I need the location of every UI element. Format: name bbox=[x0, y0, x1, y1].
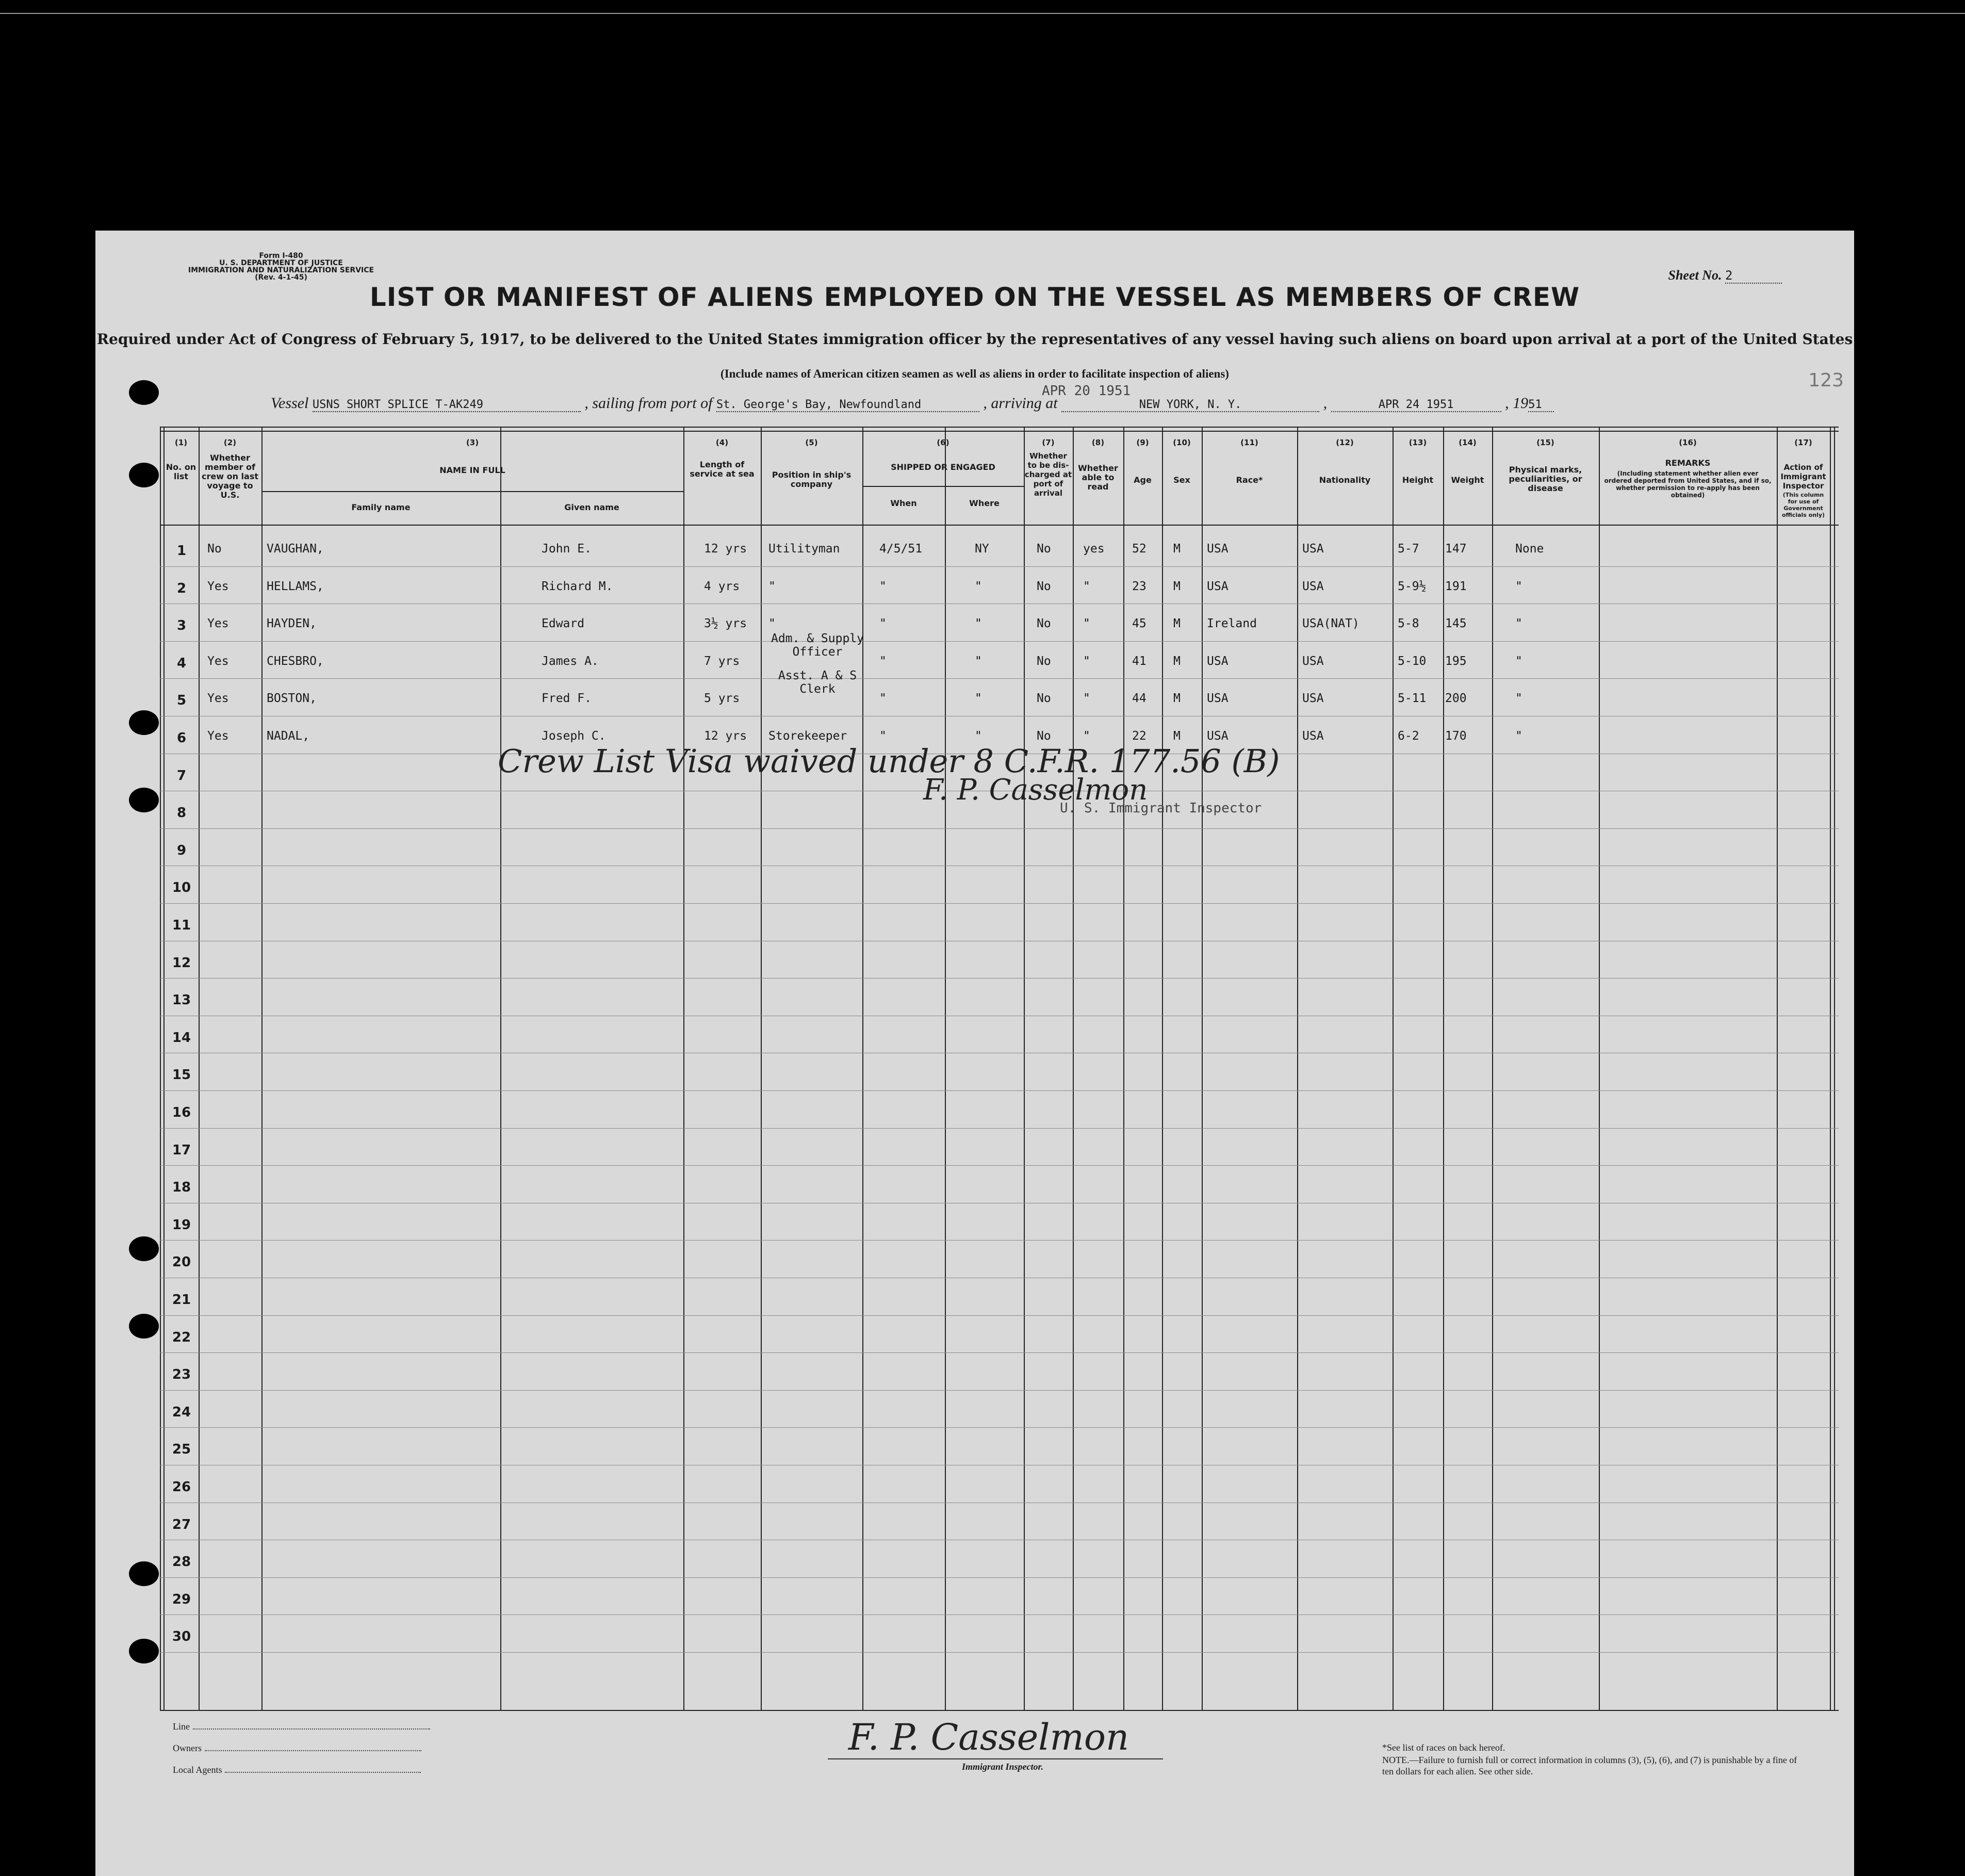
row-number: 1 bbox=[176, 543, 187, 559]
row-number: 29 bbox=[172, 1592, 191, 1607]
col7-number: (7) bbox=[1042, 438, 1055, 447]
agents-label: Local Agents bbox=[173, 1765, 222, 1775]
binder-hole bbox=[129, 380, 159, 405]
shipped-where-cell: " bbox=[975, 692, 982, 705]
row-number: 20 bbox=[172, 1254, 191, 1270]
row-number: 24 bbox=[172, 1405, 191, 1420]
given-name-cell: Richard M. bbox=[542, 580, 613, 593]
able-to-read-cell: " bbox=[1083, 692, 1090, 705]
service-length-cell: 5 yrs bbox=[704, 692, 740, 705]
age-cell: 44 bbox=[1132, 692, 1147, 705]
physical-marks-cell: " bbox=[1515, 692, 1522, 705]
col16-number: (16) bbox=[1679, 438, 1697, 447]
age-cell: 45 bbox=[1132, 617, 1147, 630]
shipped-where-cell: " bbox=[975, 617, 982, 630]
row-number: 16 bbox=[172, 1105, 191, 1120]
previous-voyage-cell: No bbox=[207, 542, 222, 556]
position-cell: " bbox=[768, 617, 776, 630]
binder-hole bbox=[129, 788, 159, 812]
sailing-label: , sailing from port of bbox=[584, 395, 713, 412]
weight-cell: 145 bbox=[1445, 617, 1467, 630]
col-header-physical-marks: Physical marks, peculiarities, or disease bbox=[1509, 465, 1582, 493]
col-header-family-name: Family name bbox=[351, 502, 411, 512]
binder-hole bbox=[129, 1314, 159, 1339]
height-cell: 5-10 bbox=[1398, 655, 1427, 668]
table-bottom-border bbox=[160, 1710, 1839, 1711]
physical-marks-cell: None bbox=[1515, 542, 1544, 556]
vessel-name: USNS SHORT SPLICE T-AK249 bbox=[313, 398, 581, 412]
page-number-stamp: 123 bbox=[1808, 370, 1844, 391]
col11-number: (11) bbox=[1240, 438, 1258, 447]
age-cell: 22 bbox=[1132, 729, 1147, 743]
col17-number: (17) bbox=[1794, 438, 1812, 447]
race-cell: USA bbox=[1207, 580, 1229, 593]
age-cell: 23 bbox=[1132, 580, 1147, 593]
family-name-cell: VAUGHAN, bbox=[267, 542, 324, 556]
sheet-number bbox=[1668, 268, 1782, 284]
col10-number: (10) bbox=[1173, 438, 1191, 447]
family-name-cell: HELLAMS, bbox=[267, 580, 324, 593]
shipped-when-cell: " bbox=[879, 692, 887, 705]
col-header-inspector-note: (This column for use of Government officials only) bbox=[1781, 492, 1825, 518]
col-header-nationality: Nationality bbox=[1319, 475, 1371, 485]
header-bottom-border bbox=[160, 525, 1839, 526]
shipped-when-cell: " bbox=[879, 617, 887, 630]
department: U. S. DEPARTMENT OF JUSTICE bbox=[219, 259, 343, 267]
signature-line bbox=[828, 1758, 1163, 1759]
col4-number: (4) bbox=[715, 438, 729, 447]
row-number: 11 bbox=[172, 918, 191, 933]
discharge-cell: No bbox=[1037, 580, 1051, 593]
shipped-when-cell: " bbox=[879, 655, 887, 668]
arrival-port: NEW YORK, N. Y. bbox=[1061, 398, 1319, 412]
previous-voyage-cell: Yes bbox=[207, 580, 229, 593]
discharge-cell: No bbox=[1037, 729, 1051, 743]
shipped-where-cell: " bbox=[975, 729, 982, 743]
line-label: Line bbox=[173, 1721, 190, 1732]
service-length-cell: 3½ yrs bbox=[704, 617, 747, 630]
signature-caption: Immigrant Inspector. bbox=[962, 1761, 1044, 1772]
col-header-where: Where bbox=[969, 498, 1000, 508]
col-header-discharged: Whether to be dis-charged at port of arrival bbox=[1024, 451, 1072, 498]
sex-cell: M bbox=[1173, 692, 1181, 705]
page-title: LIST OR MANIFEST OF ALIENS EMPLOYED ON THE VESSEL AS MEMBERS OF CREW bbox=[369, 282, 1580, 312]
sheet-value: 2 bbox=[1725, 268, 1782, 284]
col-header-given-name: Given name bbox=[564, 502, 619, 512]
height-cell: 5-11 bbox=[1398, 692, 1427, 705]
visa-waiver-annotation: Crew List Visa waived under 8 C.F.R. 177.56 (B) bbox=[498, 742, 1280, 780]
row-number: 25 bbox=[172, 1442, 191, 1457]
col-header-when: When bbox=[890, 498, 917, 508]
race-cell: USA bbox=[1207, 692, 1229, 705]
row-number: 7 bbox=[176, 768, 187, 784]
physical-marks-cell: " bbox=[1515, 580, 1522, 593]
position-cell: Adm. & Supply Officer bbox=[771, 632, 864, 659]
position-cell: Utilityman bbox=[768, 542, 840, 556]
nationality-cell: USA(NAT) bbox=[1302, 617, 1360, 630]
discharge-cell: No bbox=[1037, 617, 1051, 630]
row-number: 10 bbox=[172, 880, 191, 895]
position-cell: " bbox=[768, 580, 776, 593]
row-number: 12 bbox=[172, 955, 191, 971]
nationality-cell: USA bbox=[1302, 655, 1324, 668]
row-number: 28 bbox=[172, 1554, 191, 1570]
row-number: 26 bbox=[172, 1479, 191, 1495]
col-header-sex: Sex bbox=[1173, 475, 1190, 485]
manifest-sheet bbox=[95, 231, 1854, 1876]
row-number: 4 bbox=[176, 656, 187, 671]
binder-hole bbox=[129, 463, 159, 487]
position-cell: Storekeeper bbox=[768, 729, 847, 743]
include-note: (Include names of American citizen seamen as well as aliens in order to facilitate inspection of aliens) bbox=[720, 367, 1229, 380]
col8-number: (8) bbox=[1091, 438, 1105, 447]
col5-number: (5) bbox=[805, 438, 818, 447]
row-number: 6 bbox=[176, 730, 187, 746]
nationality-cell: USA bbox=[1302, 729, 1324, 743]
shipped-when-cell: 4/5/51 bbox=[879, 542, 923, 556]
row-number: 5 bbox=[176, 693, 187, 708]
previous-voyage-cell: Yes bbox=[207, 617, 229, 630]
col-header-remarks-note: (Including statement whether alien ever ordered deported from United States, and if so, whether permission to re-apply has been obtained) bbox=[1604, 470, 1772, 499]
binder-hole bbox=[129, 710, 159, 735]
shipped-where-cell: NY bbox=[975, 542, 989, 556]
table-top-border bbox=[160, 427, 1839, 428]
col13-number: (13) bbox=[1409, 438, 1427, 447]
col-header-name-in-full: NAME IN FULL bbox=[439, 465, 505, 475]
age-cell: 41 bbox=[1132, 655, 1147, 668]
col6-number: (6) bbox=[937, 438, 949, 447]
col-header-remarks: REMARKS bbox=[1665, 458, 1711, 468]
col-header-length-of-service: Length of service at sea bbox=[690, 460, 755, 479]
nationality-cell: USA bbox=[1302, 580, 1324, 593]
col3-number: (3) bbox=[466, 438, 479, 447]
col-header-weight: Weight bbox=[1451, 475, 1484, 485]
binder-hole bbox=[129, 1236, 159, 1261]
weight-cell: 200 bbox=[1445, 692, 1467, 705]
family-name-cell: HAYDEN, bbox=[267, 617, 317, 630]
col-header-inspector-action: Action of Immigrant Inspector bbox=[1780, 463, 1826, 491]
vessel-line: Vessel USNS SHORT SPLICE T-AK249 , sailing from port of St. George's Bay, Newfoundland , arriving at NEW YORK, N. Y. , APR 24 1951 , 1951 bbox=[271, 395, 1554, 412]
row-number: 19 bbox=[172, 1217, 191, 1233]
able-to-read-cell: " bbox=[1083, 729, 1090, 743]
shipped-when-cell: " bbox=[879, 580, 887, 593]
sex-cell: M bbox=[1173, 580, 1181, 593]
given-name-cell: James A. bbox=[542, 655, 599, 668]
form-code-block bbox=[157, 252, 405, 281]
row-number: 9 bbox=[176, 843, 187, 858]
row-number: 22 bbox=[172, 1330, 191, 1345]
row-number: 18 bbox=[172, 1180, 191, 1195]
discharge-cell: No bbox=[1037, 655, 1051, 668]
able-to-read-cell: yes bbox=[1083, 542, 1105, 556]
previous-voyage-cell: Yes bbox=[207, 692, 229, 705]
col9-number: (9) bbox=[1136, 438, 1149, 447]
col15-number: (15) bbox=[1536, 438, 1554, 447]
races-note: *See list of races on back hereof. bbox=[1382, 1742, 1505, 1753]
nationality-cell: USA bbox=[1302, 692, 1324, 705]
inspector-stamp: U. S. Immigrant Inspector bbox=[1060, 801, 1262, 816]
port-of-departure: St. George's Bay, Newfoundland bbox=[716, 398, 979, 412]
row-number: 14 bbox=[172, 1030, 191, 1046]
discharge-cell: No bbox=[1037, 692, 1051, 705]
race-cell: Ireland bbox=[1207, 617, 1257, 630]
sex-cell: M bbox=[1173, 729, 1181, 743]
weight-cell: 170 bbox=[1445, 729, 1467, 743]
col-header-position: Position in ship's company bbox=[772, 470, 852, 489]
line-field bbox=[173, 1721, 430, 1732]
able-to-read-cell: " bbox=[1083, 655, 1090, 668]
service-length-cell: 12 yrs bbox=[704, 542, 747, 556]
race-cell: USA bbox=[1207, 655, 1229, 668]
date-stamp: APR 20 1951 bbox=[1042, 383, 1131, 399]
inspector-signature: F. P. Casselmon bbox=[923, 773, 1148, 807]
binder-hole bbox=[129, 1561, 159, 1586]
sex-cell: M bbox=[1173, 655, 1181, 668]
physical-marks-cell: " bbox=[1515, 655, 1522, 668]
row-number: 21 bbox=[172, 1292, 191, 1308]
owners-label: Owners bbox=[173, 1743, 202, 1753]
shipped-where-cell: " bbox=[975, 580, 982, 593]
weight-cell: 195 bbox=[1445, 655, 1467, 668]
family-name-cell: BOSTON, bbox=[267, 692, 317, 705]
col-header-age: Age bbox=[1134, 475, 1152, 485]
physical-marks-cell: " bbox=[1515, 617, 1522, 630]
penalty-note: NOTE.—Failure to furnish full or correct information in columns (3), (5), (6), and (7) is punishable by a fine of ten dollars for each alien. See other side. bbox=[1382, 1755, 1797, 1776]
height-cell: 5-7 bbox=[1398, 542, 1419, 556]
year-prefix: 19 bbox=[1513, 395, 1529, 412]
binder-hole bbox=[129, 1639, 159, 1663]
given-name-cell: Fred F. bbox=[542, 692, 592, 705]
col1-number: (1) bbox=[174, 438, 188, 447]
race-cell: USA bbox=[1207, 729, 1229, 743]
col2-number: (2) bbox=[223, 438, 237, 447]
form-number: Form I-480 bbox=[259, 252, 303, 260]
footer-signature: F. P. Casselmon bbox=[848, 1716, 1129, 1758]
height-cell: 5-9½ bbox=[1398, 580, 1427, 593]
given-name-cell: Joseph C. bbox=[542, 729, 606, 743]
sex-cell: M bbox=[1173, 617, 1181, 630]
weight-cell: 147 bbox=[1445, 542, 1467, 556]
sex-cell: M bbox=[1173, 542, 1181, 556]
family-name-cell: NADAL, bbox=[267, 729, 310, 743]
sheet-label: Sheet No. bbox=[1668, 268, 1722, 283]
previous-voyage-cell: Yes bbox=[207, 655, 229, 668]
physical-marks-cell: " bbox=[1515, 729, 1522, 743]
weight-cell: 191 bbox=[1445, 580, 1467, 593]
vessel-label: Vessel bbox=[271, 395, 309, 412]
col-header-height: Height bbox=[1402, 475, 1434, 485]
owners-field bbox=[173, 1743, 421, 1754]
given-name-cell: John E. bbox=[542, 542, 592, 556]
row-number: 30 bbox=[172, 1629, 191, 1644]
top-border-line bbox=[0, 13, 1965, 14]
age-cell: 52 bbox=[1132, 542, 1147, 556]
col-header-shipped-or-engaged: SHIPPED OR ENGAGED bbox=[891, 462, 995, 472]
shipped-where-cell: " bbox=[975, 655, 982, 668]
row-number: 8 bbox=[176, 805, 187, 821]
row-number: 23 bbox=[172, 1367, 191, 1382]
col-header-race: Race* bbox=[1236, 475, 1263, 485]
requirement-text: Required under Act of Congress of February 5, 1917, to be delivered to the United States immigration officer by the representatives of any vessel having such aliens on board upon arrival at a port of the United States bbox=[96, 331, 1853, 348]
col-header-able-to-read: Whether able to read bbox=[1078, 463, 1118, 492]
shipped-when-cell: " bbox=[879, 729, 887, 743]
row-number: 17 bbox=[172, 1143, 191, 1158]
year-value: 51 bbox=[1528, 398, 1554, 412]
col-header-no-on-list: No. on list bbox=[166, 462, 196, 481]
row-number: 13 bbox=[172, 992, 191, 1008]
row-number: 27 bbox=[172, 1517, 191, 1532]
service-length-cell: 12 yrs bbox=[704, 729, 747, 743]
service-length-cell: 4 yrs bbox=[704, 580, 740, 593]
row-number: 3 bbox=[176, 618, 187, 633]
row-number: 15 bbox=[172, 1067, 191, 1083]
previous-voyage-cell: Yes bbox=[207, 729, 229, 743]
family-name-cell: CHESBRO, bbox=[267, 655, 324, 668]
row-number: 2 bbox=[176, 581, 187, 596]
revision: (Rev. 4-1-45) bbox=[255, 273, 307, 282]
service-length-cell: 7 yrs bbox=[704, 655, 740, 668]
race-cell: USA bbox=[1207, 542, 1229, 556]
nationality-cell: USA bbox=[1302, 542, 1324, 556]
service: IMMIGRATION AND NATURALIZATION SERVICE bbox=[188, 266, 374, 274]
given-name-cell: Edward bbox=[542, 617, 585, 630]
height-cell: 5-8 bbox=[1398, 617, 1419, 630]
able-to-read-cell: " bbox=[1083, 580, 1090, 593]
agents-field bbox=[173, 1765, 421, 1775]
discharge-cell: No bbox=[1037, 542, 1051, 556]
height-cell: 6-2 bbox=[1398, 729, 1419, 743]
able-to-read-cell: " bbox=[1083, 617, 1090, 630]
position-cell: Asst. A & S Clerk bbox=[778, 669, 857, 696]
col12-number: (12) bbox=[1336, 438, 1354, 447]
col14-number: (14) bbox=[1459, 438, 1477, 447]
arrival-date: APR 24 1951 bbox=[1331, 398, 1501, 412]
arriving-label: , arriving at bbox=[983, 395, 1058, 412]
crew-table bbox=[160, 427, 1839, 1711]
col-header-previous-voyage: Whether member of crew on last voyage to U.S. bbox=[202, 453, 258, 500]
table-top-border-inner bbox=[160, 431, 1839, 432]
